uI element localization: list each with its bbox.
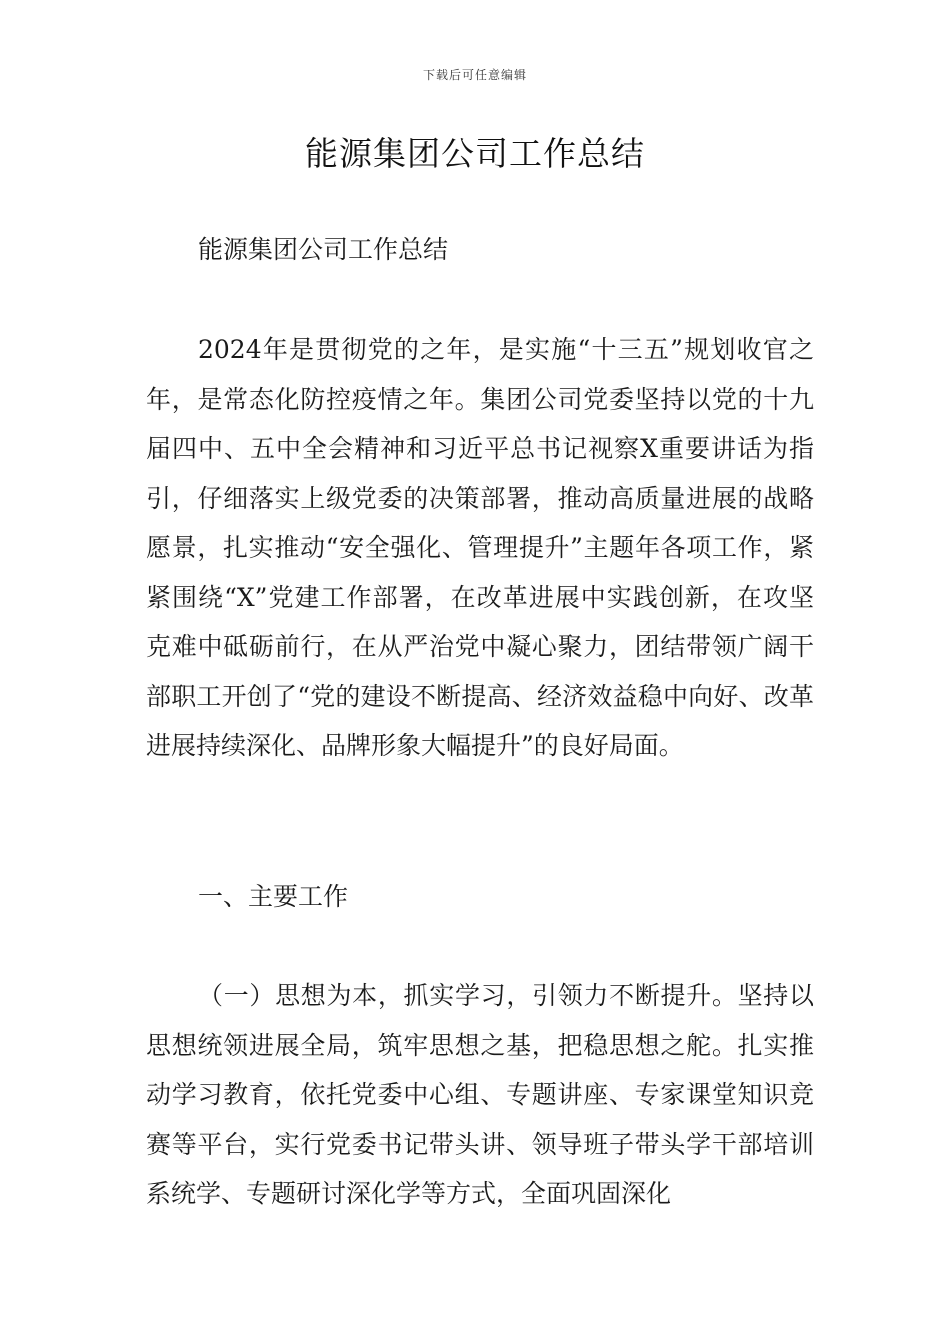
section-paragraph: （一）思想为本，抓实学习，引领力不断提升。坚持以思想统领进展全局，筑牢思想之基，把稳思想之舵。扎实推动学习教育，依托党委中心组、专题讲座、专家课堂知识竞赛等平台，实行党委书记带头讲、领导班子带头学干部培训系统学、专题研讨深化学等方式，全面巩固深化 xyxy=(146,981,814,1208)
header-note: 下载后可任意编辑 xyxy=(422,68,527,82)
document-title: 能源集团公司工作总结 xyxy=(305,134,645,173)
document-subtitle: 能源集团公司工作总结 xyxy=(198,235,449,264)
intro-paragraph: 2024年是贯彻党的之年，是实施“十三五”规划收官之年，是常态化防控疫情之年。集团公司党委坚持以党的十九届四中、五中全会精神和习近平总书记视察X重要讲话为指引，仔细落实上级党委的决策部署，推动高质量进展的战略愿景，扎实推动“安全强化、管理提升”主题年各项工作，紧紧围绕“X”党建工作部署，在改革进展中实践创新，在攻坚克难中砥砺前行，在从严治党中凝心聚力，团结带领广阔干部职工开创了“党的建设不断提高、经济效益稳中向好、改革进展持续深化、品牌形象大幅提升”的良好局面。 xyxy=(146,335,814,760)
section-heading: 一、主要工作 xyxy=(198,882,349,911)
